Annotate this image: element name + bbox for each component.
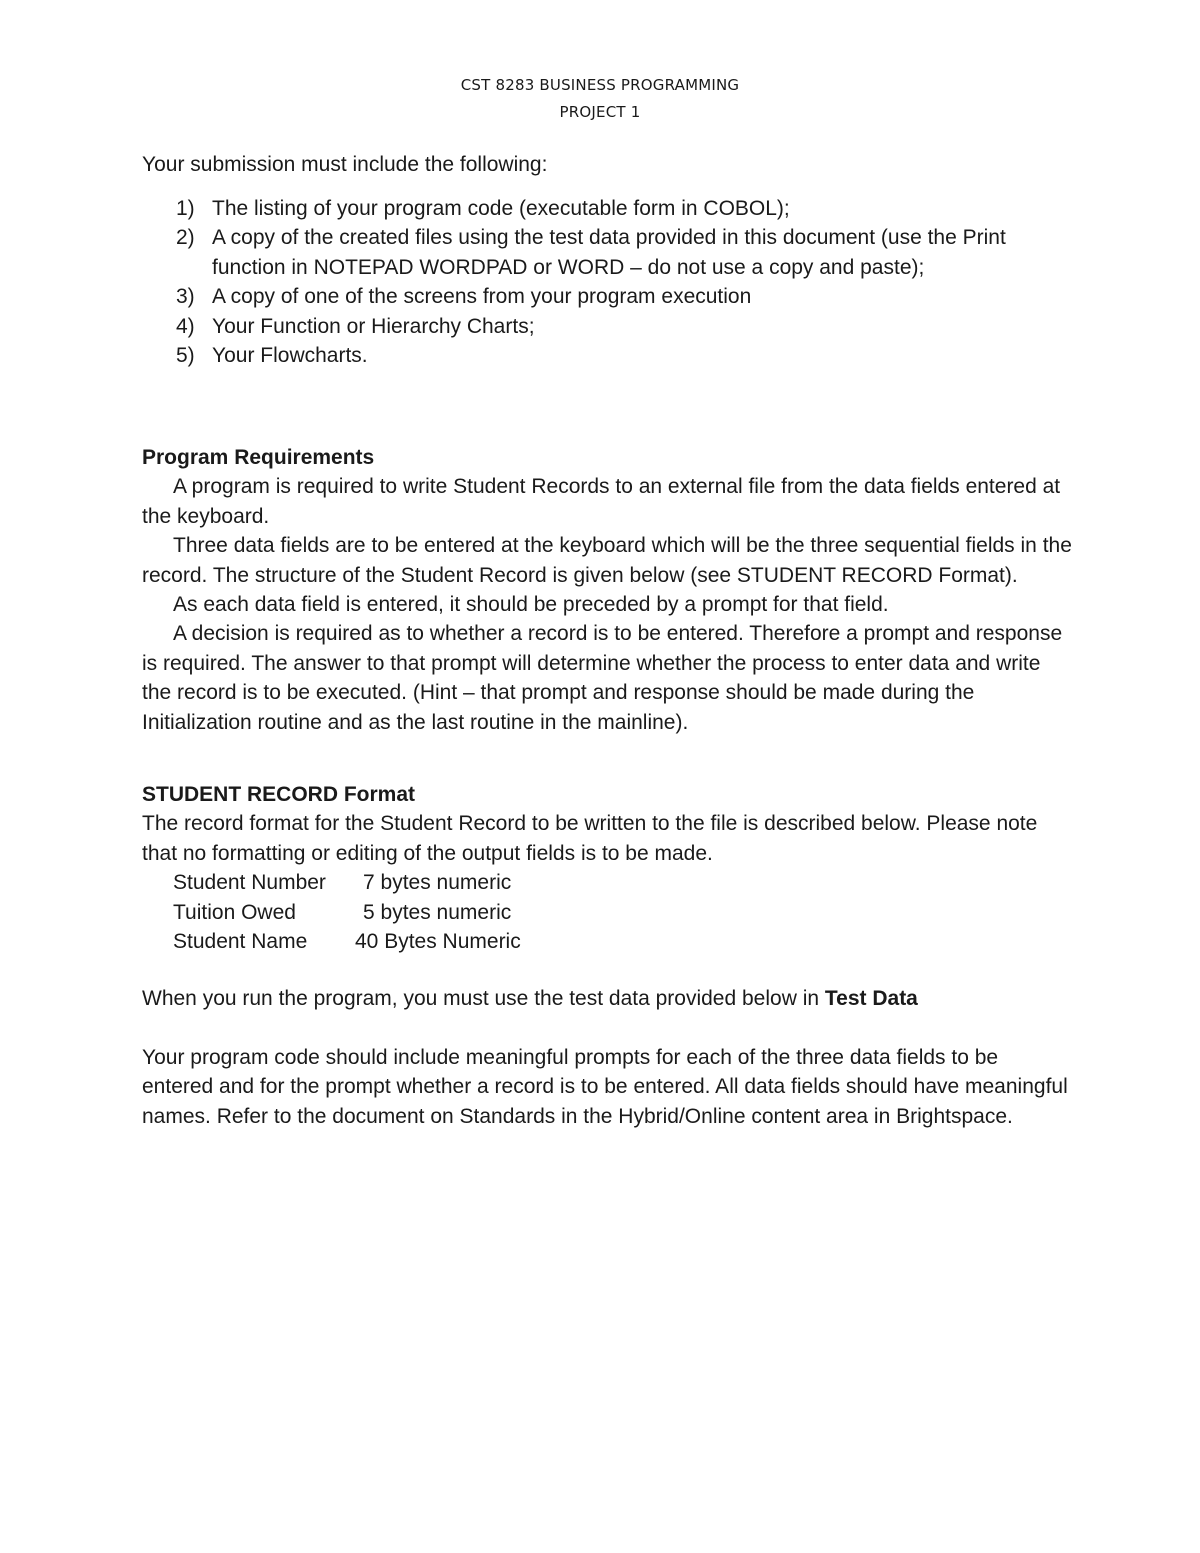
run-note-text: When you run the program, you must use the test data provided below in bbox=[142, 987, 825, 1010]
list-item-text: The listing of your program code (executable form in COBOL); bbox=[212, 197, 790, 220]
record-field-name: Student Name bbox=[173, 930, 308, 954]
record-field-spec: 7 bytes numeric bbox=[363, 871, 512, 895]
run-note-bold: Test Data bbox=[824, 987, 918, 1010]
list-item-number: 2) bbox=[176, 226, 195, 250]
program-requirements-heading: Program Requirements bbox=[142, 446, 375, 469]
requirements-paragraph: A program is required to write Student Records to an external file from the data fields entered at the keyboard. bbox=[142, 475, 1061, 528]
list-item-text: A copy of one of the screens from your program execution bbox=[212, 285, 752, 309]
record-format-heading: STUDENT RECORD Format bbox=[142, 783, 416, 806]
list-item-text: Your Flowcharts. bbox=[212, 344, 368, 368]
record-field-row bbox=[142, 927, 1072, 956]
record-field-row bbox=[142, 868, 1072, 897]
submission-intro: Your submission must include the following: bbox=[142, 153, 548, 176]
list-item-text: A copy of the created files using the test data provided in this document (use the Print function in NOTEPAD WORDPAD or WORD – do not use a copy and paste); bbox=[212, 226, 1006, 279]
record-field-name: Tuition Owed bbox=[173, 900, 296, 924]
document-subtitle: PROJECT 1 bbox=[559, 103, 641, 121]
run-note bbox=[142, 984, 1072, 1013]
document-title: CST 8283 BUSINESS PROGRAMMING bbox=[460, 76, 740, 94]
list-item-number: 4) bbox=[176, 314, 195, 338]
requirements-paragraph: Three data fields are to be entered at the keyboard which will be the three sequential fields in the record. The structure of the Student Record is given below (see STUDENT RECORD Format). bbox=[142, 534, 1072, 587]
list-item-number: 5) bbox=[176, 344, 195, 368]
closing-paragraph: Your program code should include meaningful prompts for each of the three data fields to be entered and for the prompt whether a record is to be entered. All data fields should have meaningful names. Refer to the document on Standards in the Hybrid/Online content area in Brightspace. bbox=[142, 1046, 1068, 1128]
list-item-number: 1) bbox=[176, 197, 195, 220]
record-format-description: The record format for the Student Record to be written to the file is described below. Please note that no formatting or editing of the output fields is to be made. bbox=[142, 812, 1038, 865]
list-item bbox=[142, 341, 1072, 370]
record-format-section bbox=[142, 780, 1072, 956]
record-field-row bbox=[142, 898, 1072, 927]
record-field-spec: 5 bytes numeric bbox=[363, 900, 512, 924]
requirements-paragraph: A decision is required as to whether a record is to be entered. Therefore a prompt and response is required. The answer to that prompt will determine whether the process to enter data and write the record is to be executed. (Hint – that prompt and response should be made during the Initialization routine and as the last routine in the mainline). bbox=[142, 622, 1063, 734]
record-field-name: Student Number bbox=[173, 871, 326, 895]
list-item bbox=[142, 312, 1072, 341]
list-item bbox=[142, 194, 1072, 223]
record-field-spec: 40 Bytes Numeric bbox=[355, 930, 521, 954]
list-item bbox=[142, 223, 1072, 282]
program-requirements-section bbox=[142, 443, 1072, 737]
submission-list bbox=[142, 194, 1072, 370]
requirements-paragraph: As each data field is entered, it should be preceded by a prompt for that field. bbox=[173, 593, 889, 617]
list-item bbox=[142, 282, 1072, 311]
list-item-number: 3) bbox=[176, 285, 195, 309]
list-item-text: Your Function or Hierarchy Charts; bbox=[212, 314, 535, 338]
